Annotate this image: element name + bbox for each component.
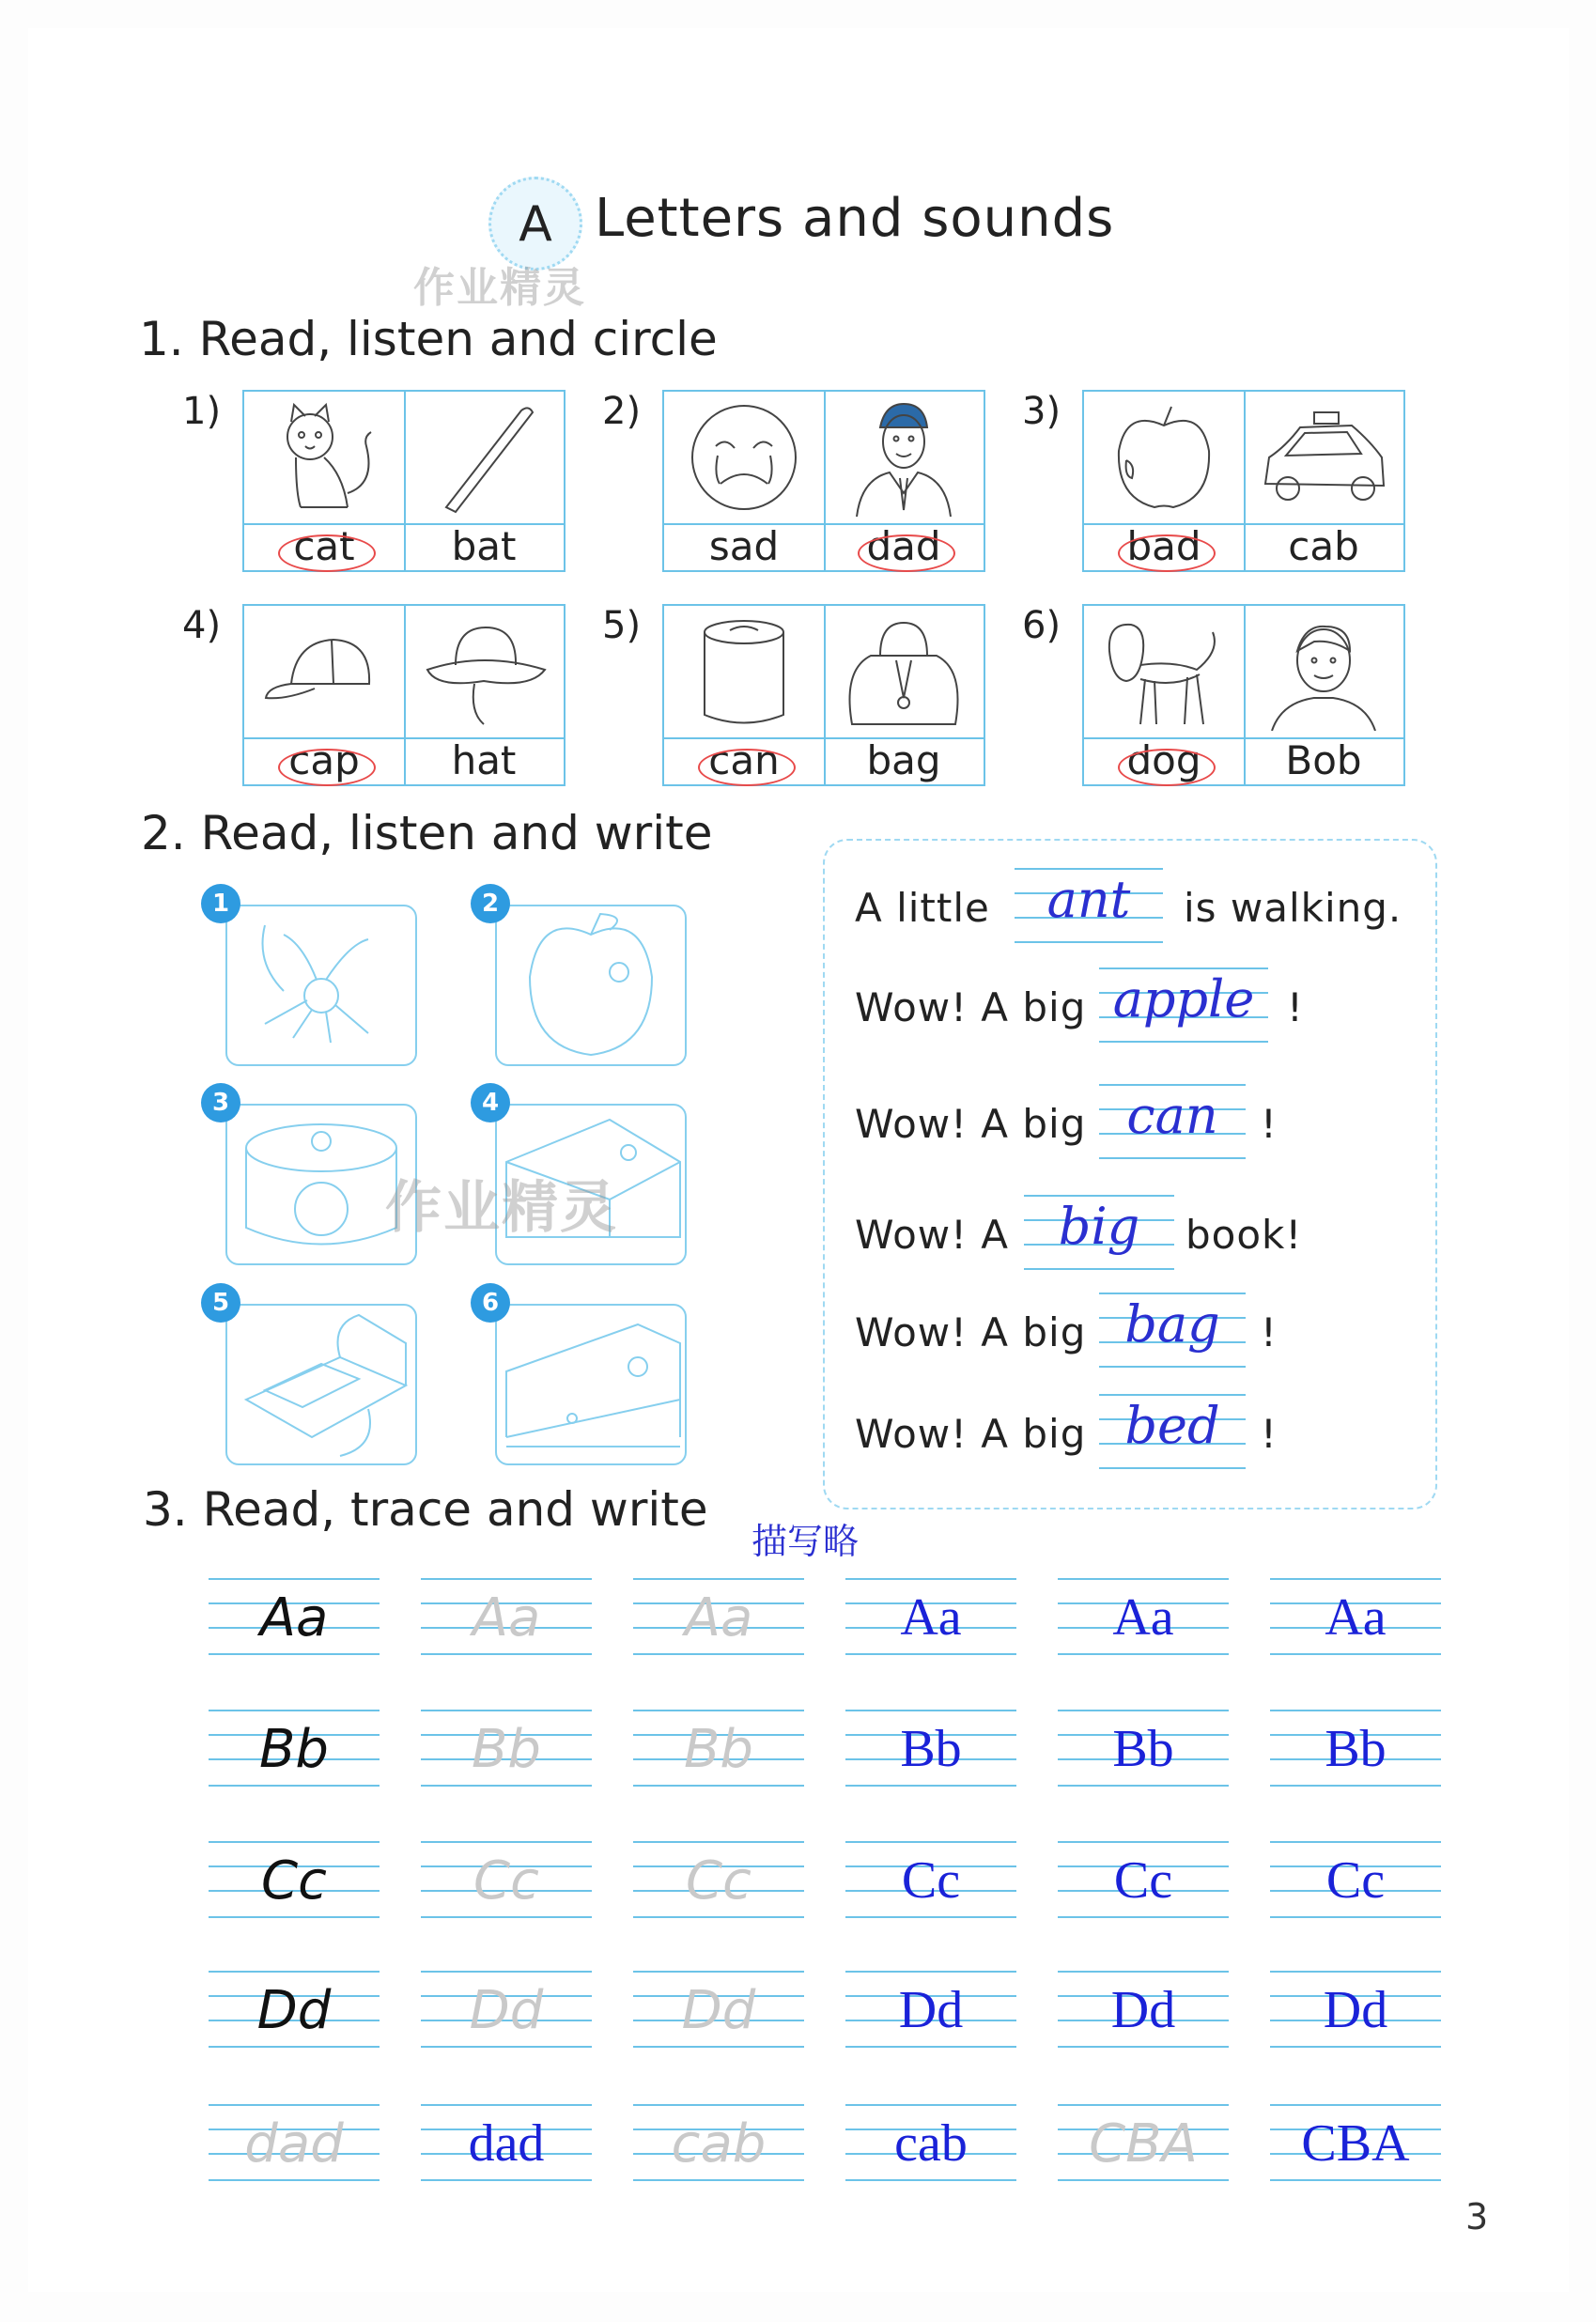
writing-cell[interactable] <box>845 1710 1016 1787</box>
picture-card <box>1082 390 1405 572</box>
writing-guide-line <box>633 2104 804 2106</box>
writing-guide-line <box>1270 2046 1441 2048</box>
writing-guide-line <box>421 2046 592 2048</box>
model-letters: Dd <box>256 1980 332 2041</box>
writing-guide-line <box>209 1578 380 1580</box>
trace-letters: Aa <box>684 1587 753 1649</box>
option-word: bad <box>1126 523 1201 569</box>
handwritten-answer: bed <box>1124 1396 1220 1455</box>
model-letters: Bb <box>259 1719 329 1780</box>
writing-guide-line <box>845 1916 1016 1918</box>
picture-card <box>662 604 985 786</box>
writing-guide-line <box>1270 2179 1441 2181</box>
trace-letters: Cc <box>686 1850 752 1912</box>
picture-option[interactable] <box>1244 606 1403 784</box>
trace-letters: Bb <box>684 1719 753 1780</box>
answer-circle <box>698 749 796 786</box>
writing-cell[interactable] <box>1270 1841 1441 1918</box>
trace-letters: Dd <box>681 1980 756 2041</box>
picture-card <box>242 390 566 572</box>
writing-cell[interactable] <box>633 1578 804 1655</box>
trace-letters: CBA <box>1089 2113 1198 2175</box>
can-icon <box>678 613 810 731</box>
picture-number-badge: 6 <box>471 1283 510 1323</box>
writing-guide-line <box>421 1916 592 1918</box>
writing-guide-line <box>421 2179 592 2181</box>
writing-guide-line <box>209 1971 380 1973</box>
answer-blank[interactable] <box>1024 1195 1174 1270</box>
item-number: 4) <box>182 604 222 647</box>
watermark-2: 作业精灵 <box>385 1175 618 1241</box>
sentence-end: ! <box>1261 1411 1278 1457</box>
sentence-start: Wow! A big <box>855 984 1087 1030</box>
option-word: bag <box>866 737 941 783</box>
picture-number-badge: 3 <box>201 1083 240 1122</box>
written-letters: Dd <box>898 1981 964 2039</box>
writing-guide-line <box>1058 1578 1229 1580</box>
writing-guide-line <box>1099 1366 1246 1368</box>
sentence-end: is walking. <box>1184 885 1402 931</box>
hat-icon <box>418 613 550 731</box>
answer-blank[interactable] <box>1015 868 1163 943</box>
sentence-end: ! <box>1261 1309 1278 1355</box>
handwritten-answer: can <box>1126 1086 1218 1145</box>
exercise3-note: 描写略 <box>752 1521 860 1562</box>
answer-circle <box>1118 534 1216 572</box>
picture-option[interactable] <box>664 392 826 570</box>
bag-icon <box>838 613 969 731</box>
writing-guide-line <box>421 1785 592 1787</box>
writing-guide-line <box>845 2179 1016 2181</box>
picture-number-badge: 2 <box>471 884 510 923</box>
sentence-start: Wow! A big <box>855 1101 1087 1147</box>
picture-number-badge: 1 <box>201 884 240 923</box>
picture-card <box>242 604 566 786</box>
writing-cell[interactable] <box>1270 1971 1441 2048</box>
writing-cell[interactable] <box>1058 1710 1229 1787</box>
writing-guide-line <box>1058 1653 1229 1655</box>
writing-cell[interactable] <box>1058 1578 1229 1655</box>
writing-cell[interactable] <box>633 1710 804 1787</box>
handwritten-answer: bag <box>1124 1294 1220 1354</box>
writing-cell[interactable] <box>633 2104 804 2181</box>
writing-guide-line <box>1099 1467 1246 1469</box>
answer-circle <box>1118 749 1216 786</box>
written-letters: Bb <box>900 1720 962 1778</box>
writing-guide-line <box>633 1653 804 1655</box>
answer-blank[interactable] <box>1099 968 1268 1043</box>
writing-guide-line <box>1058 1841 1229 1843</box>
writing-guide-line <box>421 1710 592 1711</box>
writing-guide-line <box>633 2046 804 2048</box>
scene-picture <box>225 905 417 1066</box>
writing-cell[interactable] <box>209 1841 380 1918</box>
writing-guide-line <box>845 2104 1016 2106</box>
writing-cell[interactable] <box>845 2104 1016 2181</box>
writing-guide-line <box>1058 1710 1229 1711</box>
picture-option[interactable] <box>404 606 564 784</box>
writing-cell[interactable] <box>421 1578 592 1655</box>
writing-cell[interactable] <box>633 1841 804 1918</box>
writing-guide-line <box>633 1971 804 1973</box>
writing-guide-line <box>845 1971 1016 1973</box>
writing-guide-line <box>421 1578 592 1580</box>
cap-icon <box>258 613 390 731</box>
written-letters: Dd <box>1323 1981 1388 2039</box>
exercise2-title: 2. Read, listen and write <box>141 806 713 860</box>
sentence-start: A little <box>855 885 990 931</box>
writing-guide-line <box>1058 1785 1229 1787</box>
trace-letters: dad <box>244 2113 344 2175</box>
writing-guide-line <box>1270 2104 1441 2106</box>
sentence-end: ! <box>1261 1101 1278 1147</box>
writing-cell[interactable] <box>421 1841 592 1918</box>
boy-icon <box>1258 613 1389 731</box>
sentence-start: Wow! A big <box>855 1309 1087 1355</box>
writing-guide-line <box>1270 1653 1441 1655</box>
writing-cell[interactable] <box>1058 2104 1229 2181</box>
picture-option[interactable] <box>244 606 406 784</box>
item-number: 1) <box>182 390 222 433</box>
writing-guide-line <box>1270 1916 1441 1918</box>
writing-guide-line <box>1058 2046 1229 2048</box>
writing-cell[interactable] <box>1270 1710 1441 1787</box>
picture-option[interactable] <box>824 392 984 570</box>
answer-blank[interactable] <box>1099 1084 1246 1159</box>
handwritten-answer: apple <box>1112 969 1255 1029</box>
picture-option[interactable] <box>1084 392 1246 570</box>
writing-guide-line <box>1058 2179 1229 2181</box>
sentence-end: ! <box>1287 984 1304 1030</box>
writing-guide-line <box>209 1710 380 1711</box>
writing-cell[interactable] <box>845 1971 1016 2048</box>
item-number: 2) <box>602 390 642 433</box>
dog-icon <box>1098 613 1230 731</box>
handwritten-answer: ant <box>1046 870 1131 929</box>
writing-cell[interactable] <box>421 2104 592 2181</box>
sentence-start: Wow! A big <box>855 1411 1087 1457</box>
written-letters: Cc <box>1113 1851 1173 1910</box>
picture-option[interactable] <box>244 392 406 570</box>
written-letters: Cc <box>1325 1851 1386 1910</box>
writing-guide-line <box>1270 1710 1441 1711</box>
watermark: 作业精灵 <box>413 264 586 312</box>
scene-picture <box>495 905 687 1066</box>
item-number: 3) <box>1022 390 1061 433</box>
scene-picture <box>495 1304 687 1465</box>
trace-letters: Bb <box>472 1719 541 1780</box>
writing-guide-line <box>209 1841 380 1843</box>
item-number: 5) <box>602 604 642 647</box>
writing-guide-line <box>845 1653 1016 1655</box>
writing-guide-line <box>421 2104 592 2106</box>
writing-cell[interactable] <box>1270 1578 1441 1655</box>
writing-guide-line <box>1270 1578 1441 1580</box>
picture-option[interactable] <box>404 392 564 570</box>
writing-guide-line <box>421 1841 592 1843</box>
writing-guide-line <box>209 1916 380 1918</box>
written-letters: Aa <box>1112 1588 1174 1647</box>
option-word: sad <box>708 523 780 569</box>
answer-blank[interactable] <box>1099 1394 1246 1469</box>
writing-guide-line <box>1024 1268 1174 1270</box>
picture-card <box>662 390 985 572</box>
writing-guide-line <box>421 1971 592 1973</box>
picture-option[interactable] <box>1084 606 1246 784</box>
man-icon <box>838 399 969 517</box>
exercise1-title: 1. Read, listen and circle <box>139 312 718 366</box>
writing-guide-line <box>1270 1971 1441 1973</box>
answer-circle <box>278 749 376 786</box>
option-word: dog <box>1126 737 1201 783</box>
taxi-icon <box>1258 399 1389 517</box>
sentence-end: book! <box>1185 1212 1303 1258</box>
option-word: cap <box>288 737 360 783</box>
answer-circle <box>858 534 955 572</box>
picture-option[interactable] <box>1244 392 1403 570</box>
writing-guide-line <box>209 2046 380 2048</box>
writing-guide-line <box>633 1785 804 1787</box>
picture-option[interactable] <box>824 606 984 784</box>
scene-picture <box>225 1304 417 1465</box>
written-letters: Bb <box>1112 1720 1174 1778</box>
cat-icon <box>258 399 390 517</box>
answer-circle <box>278 534 376 572</box>
writing-guide-line <box>209 1653 380 1655</box>
sad-face-icon <box>678 399 810 517</box>
writing-guide-line <box>633 1710 804 1711</box>
picture-number-badge: 5 <box>201 1283 240 1323</box>
option-word: cab <box>1288 523 1359 569</box>
section-letter: A <box>519 196 552 253</box>
writing-cell[interactable] <box>421 1710 592 1787</box>
bad-apple-icon <box>1098 399 1230 517</box>
written-letters: Bb <box>1325 1720 1387 1778</box>
writing-guide-line <box>421 1653 592 1655</box>
writing-guide-line <box>845 1785 1016 1787</box>
trace-letters: Dd <box>469 1980 544 2041</box>
writing-cell[interactable] <box>421 1971 592 2048</box>
trace-letters: Aa <box>472 1587 541 1649</box>
writing-guide-line <box>1058 1916 1229 1918</box>
option-word: cat <box>293 523 355 569</box>
written-letters: Aa <box>900 1588 962 1647</box>
writing-guide-line <box>1270 1841 1441 1843</box>
writing-guide-line <box>1099 1041 1268 1043</box>
writing-guide-line <box>1099 1157 1246 1159</box>
writing-cell[interactable] <box>209 1971 380 2048</box>
writing-guide-line <box>845 1710 1016 1711</box>
model-letters: Aa <box>259 1587 329 1649</box>
written-letters: dad <box>468 2114 545 2173</box>
picture-number-badge: 4 <box>471 1083 510 1122</box>
writing-guide-line <box>1058 1971 1229 1973</box>
picture-card <box>1082 604 1405 786</box>
written-letters: Aa <box>1325 1588 1387 1647</box>
trace-letters: Cc <box>473 1850 539 1912</box>
written-letters: CBA <box>1301 2114 1410 2173</box>
writing-guide-line <box>209 2104 380 2106</box>
writing-cell[interactable] <box>209 1578 380 1655</box>
writing-guide-line <box>633 1841 804 1843</box>
writing-guide-line <box>1058 2104 1229 2106</box>
written-letters: cab <box>894 2114 968 2173</box>
exercise3-title: 3. Read, trace and write <box>143 1482 708 1537</box>
model-letters: Cc <box>261 1850 327 1912</box>
writing-guide-line <box>209 1785 380 1787</box>
writing-guide-line <box>633 1916 804 1918</box>
writing-cell[interactable] <box>845 1578 1016 1655</box>
writing-guide-line <box>1270 1785 1441 1787</box>
option-word: bat <box>451 523 517 569</box>
option-word: hat <box>451 737 517 783</box>
bat-icon <box>418 399 550 517</box>
writing-guide-line <box>845 1841 1016 1843</box>
writing-guide-line <box>633 2179 804 2181</box>
trace-letters: cab <box>671 2113 767 2175</box>
written-letters: Dd <box>1110 1981 1176 2039</box>
writing-guide-line <box>845 1578 1016 1580</box>
writing-cell[interactable] <box>1270 2104 1441 2181</box>
writing-cell[interactable] <box>209 2104 380 2181</box>
option-word: Bob <box>1285 737 1362 783</box>
writing-cell[interactable] <box>209 1710 380 1787</box>
option-word: can <box>708 737 780 783</box>
writing-cell[interactable] <box>845 1841 1016 1918</box>
writing-guide-line <box>209 2179 380 2181</box>
answer-blank[interactable] <box>1099 1293 1246 1368</box>
section-title: Letters and sounds <box>595 188 1115 249</box>
page-number: 3 <box>1465 2196 1489 2237</box>
writing-guide-line <box>633 1578 804 1580</box>
written-letters: Cc <box>901 1851 961 1910</box>
writing-guide-line <box>845 2046 1016 2048</box>
writing-cell[interactable] <box>1058 1971 1229 2048</box>
writing-cell[interactable] <box>1058 1841 1229 1918</box>
picture-option[interactable] <box>664 606 826 784</box>
sentence-start: Wow! A <box>855 1212 1010 1258</box>
item-number: 6) <box>1022 604 1061 647</box>
writing-cell[interactable] <box>633 1971 804 2048</box>
handwritten-answer: big <box>1058 1197 1140 1256</box>
option-word: dad <box>866 523 941 569</box>
writing-guide-line <box>1015 941 1163 943</box>
